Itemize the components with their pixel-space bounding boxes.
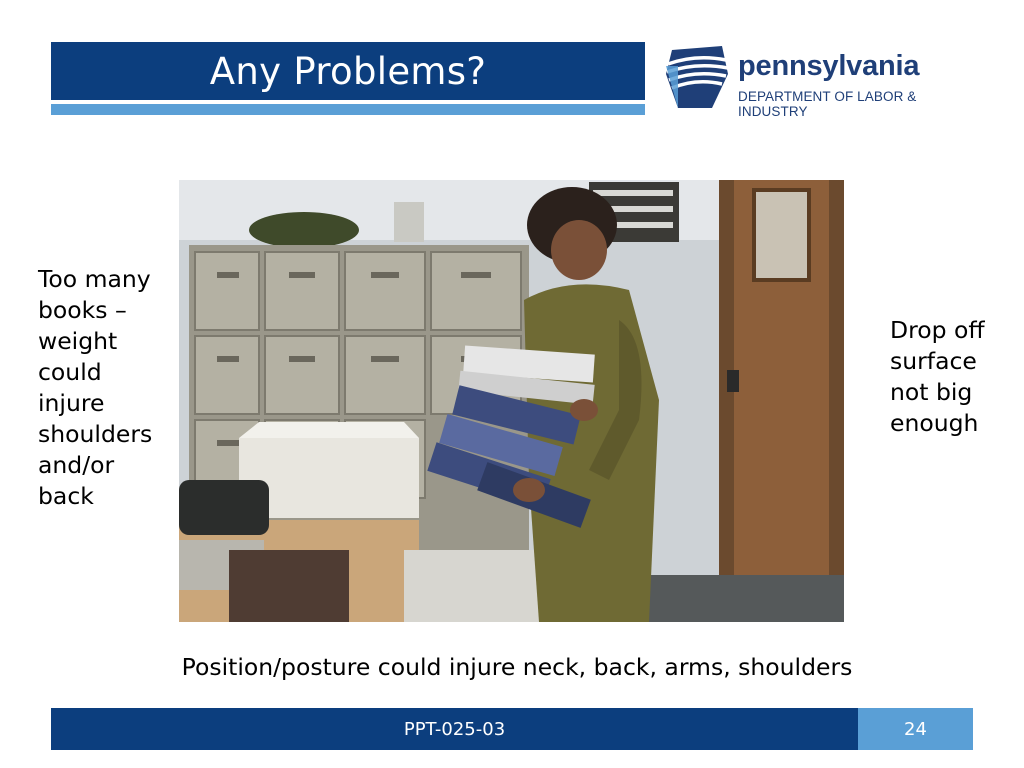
left-note: Too many books – weight could injure shoulders and/or back (38, 265, 153, 510)
footer-code: PPT-025-03 (403, 718, 506, 740)
page-number-box (858, 708, 973, 750)
logo-wordmark: pennsylvania (738, 50, 920, 82)
title-bar (51, 42, 645, 100)
page-number: 24 (904, 718, 927, 740)
slide-caption: Position/posture could injure neck, back, arms, shoulders (181, 653, 853, 681)
right-note: Drop off surface not big enough (890, 316, 985, 437)
pa-labor-logo (666, 44, 986, 119)
slide-title: Any Problems? (209, 49, 487, 93)
logo-department: DEPARTMENT OF LABOR & INDUSTRY (738, 89, 917, 119)
title-underline (51, 104, 645, 115)
footer-bar (51, 708, 858, 750)
office-photo (179, 180, 844, 622)
keystone-icon (666, 44, 732, 112)
